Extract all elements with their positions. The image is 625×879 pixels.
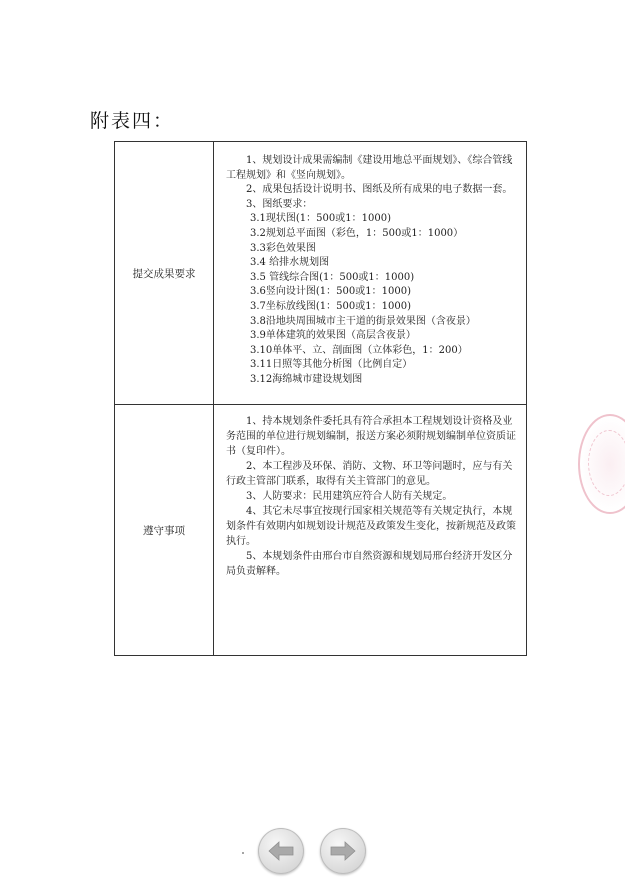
drawing-item: 3.7坐标放线图(1：500或1：1000) <box>250 300 411 312</box>
table-row-deliverables <box>115 142 527 405</box>
compliance-paragraph: 2、本工程涉及环保、消防、文物、环卫等问题时，应与有关行政主管部门联系，取得有关主管部门的意见。 <box>226 461 513 487</box>
arrow-right-icon <box>330 841 356 861</box>
content-compliance <box>214 405 527 656</box>
drawing-item: 3.3彩色效果图 <box>250 242 316 254</box>
drawing-item: 3.6竖向设计图(1：500或1：1000) <box>250 286 411 298</box>
requirements-table <box>114 141 527 656</box>
drawing-item: 3.11日照等其他分析图（比例自定） <box>250 359 413 371</box>
scan-speck <box>242 852 244 854</box>
drawing-item: 3.8沿地块周围城市主干道的街景效果图（含夜景） <box>250 315 476 327</box>
compliance-paragraph: 4、其它未尽事宜按现行国家相关规范等有关规定执行，本规划条件有效期内如规划设计规范及政策发生变化，按新规范及政策执行。 <box>226 506 516 547</box>
drawing-item: 3.10单体平、立、剖面图（立体彩色，1：200） <box>250 344 468 356</box>
deliverable-paragraph: 1、规划设计成果需编制《建设用地总平面规划》、《综合管线工程规划》和《竖向规划》。 <box>226 155 513 181</box>
arrow-left-icon <box>268 841 294 861</box>
seal-inner-ring <box>588 430 625 496</box>
drawing-item: 3.12海绵城市建设规划图 <box>250 373 363 385</box>
label-deliverables: 提交成果要求 <box>115 142 214 405</box>
official-seal-fragment <box>578 414 625 514</box>
compliance-paragraph: 5、本规划条件由邢台市自然资源和规划局邢台经济开发区分局负责解释。 <box>226 551 513 577</box>
compliance-paragraph: 1、持本规划条件委托具有符合承担本工程规划设计资格及业务范围的单位进行规划编制，报送方案必须附规划编制单位资质证书（复印件）。 <box>226 416 516 457</box>
drawing-item: 3.9单体建筑的效果图（高层含夜景） <box>250 330 416 342</box>
drawing-item: 3.4 给排水规划图 <box>250 257 330 269</box>
drawing-item: 3.2规划总平面图（彩色，1：500或1：1000） <box>250 227 464 239</box>
next-page-button[interactable] <box>320 828 366 874</box>
attachment-heading: 附表四： <box>90 110 175 132</box>
deliverable-paragraph: 2、成果包括设计说明书、图纸及所有成果的电子数据一套。 <box>246 184 513 196</box>
previous-page-button[interactable] <box>258 828 304 874</box>
table-row-compliance <box>115 405 527 656</box>
content-deliverables <box>214 142 527 405</box>
drawing-item: 3.1现状图(1：500或1：1000) <box>250 213 391 225</box>
compliance-paragraph: 3、人防要求：民用建筑应符合人防有关规定。 <box>246 491 453 502</box>
label-compliance: 遵守事项 <box>115 405 214 656</box>
drawing-item: 3.5 管线综合图(1：500或1：1000) <box>250 271 415 283</box>
deliverable-paragraph: 3、图纸要求： <box>246 198 313 210</box>
